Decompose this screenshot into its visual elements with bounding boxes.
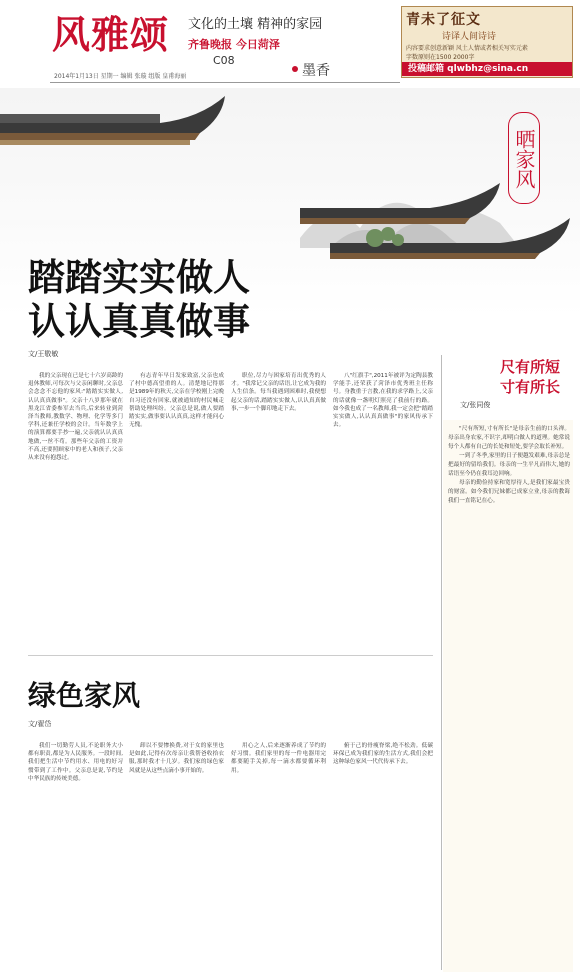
sidebar-paragraph: 一到了冬季,家里的日子便越发艰难,母亲总是把最好的留给我们。母亲的一生平凡而伟大,她的话语至今仍在我耳边回响。 xyxy=(448,453,570,477)
ad-subtitle: 诗译人间诗诗 xyxy=(442,32,497,42)
ad-line: 字数原则在1500 2000字 xyxy=(406,54,475,61)
column-title-text: 晒家风 xyxy=(512,129,536,189)
article-column xyxy=(28,742,123,974)
article-headline xyxy=(28,255,250,343)
article-column xyxy=(129,372,224,650)
article-paragraph: 我们一切勤劳人员,不论职务大小都有职责,都是为人民服务。一段时间,我们把生活中节约用水、用电的好习惯带到了工作中。父亲总是说,节约是中华民族的传统美德。 xyxy=(28,743,123,782)
article-column xyxy=(231,372,326,650)
ad-email-bar xyxy=(402,62,572,76)
article-byline: 文/王敬敏 xyxy=(28,350,59,358)
article-paragraph: 八"红旗手",2011年被评为定陶县教学能手,还荣获了菏泽市优秀班主任称号。身教重于言教,在我的求学路上,父亲的话就像一盏明灯照亮了我前行的路。如今我也成了一名教师,我一定会把"踏踏实实做人,认认真真做事"的家风传承下去。 xyxy=(333,373,433,429)
masthead-title: 风雅颂 xyxy=(52,12,170,57)
article-paragraph: 我的父亲现在已是七十六岁高龄的退休教师,可每次与父亲闲聊时,父亲总会念念不忘他的家风:"踏踏实实做人,认认真真做事"。父亲十八岁那年就在黑龙江省委参军去当兵,后来转业到菏泽当教师,教数学、物理、化学等多门学科,还兼任学校的会计。当年数学上的演算都要手抄一遍,父亲就认认真真地做,一丝不苟。那些年父亲的工资并不高,还要照顾家中的老人和孩子,父亲从来没有抱怨过。 xyxy=(28,373,123,462)
ad-line: 内容要求创意新颖 风土人情或者相关写实元素 xyxy=(406,45,528,52)
section-label: 墨香 xyxy=(302,63,330,79)
headline-line: 踏踏实实做人 xyxy=(28,255,250,299)
edition-meta: 2014年1月13日 星期一 编辑 张璇 组版 皇甫海丽 xyxy=(54,73,187,80)
article-paragraph: 卸以不要惨换费,对于女的家里也是如此,记得有次母亲让我帮爸收拾衣服,那时我才十几岁。我们家的绿色家风就是从这些点滴小事开始的。 xyxy=(129,743,224,774)
page-number: C08 xyxy=(213,54,235,67)
article-paragraph: 有志青年早日发家致富,父亲也成了村中德高望重的人。清楚地记得那是1989年的秋天,父亲在学校刚上完晚自习还没有回家,就被通知的村民喊走帮助处理纠纷。父亲总是说,做人要踏踏实实,做事要认认真真,这样才能问心无愧。 xyxy=(129,373,224,429)
newspaper-name: 齐鲁晚报 今日菏泽 xyxy=(188,38,280,51)
ad-title: 青未了征文 xyxy=(406,12,481,28)
masthead-slogan: 文化的土壤 精神的家园 xyxy=(188,17,323,32)
article-paragraph: 职位,尽力与困家培育出优秀的人才。"我常记父亲的话语,让它成为我的人生信条。每当我遇到困难时,我便想起父亲的话,踏踏实实做人,认认真真做事,一步一个脚印地走下去。 xyxy=(231,373,326,412)
article-headline: 绿色家风 xyxy=(28,679,141,712)
article-byline: 文/翟岱 xyxy=(28,720,52,728)
essay-contest-ad xyxy=(401,6,573,78)
roof-beam xyxy=(330,253,540,259)
sidebar-headline xyxy=(442,357,560,397)
ad-email: 投稿邮箱 qlwbhz@sina.cn xyxy=(408,64,529,74)
section-divider xyxy=(28,655,433,656)
roof-beam xyxy=(300,218,470,224)
column-divider xyxy=(441,355,442,970)
masthead-rule xyxy=(50,82,400,83)
headline-line: 尺有所短 xyxy=(499,358,560,376)
headline-line: 寸有所长 xyxy=(499,378,560,396)
section-dot-icon xyxy=(292,66,298,72)
sidebar-paragraph: 母亲的勤俭持家和宽厚待人,是我们家最宝贵的财富。如今我们兄妹都已成家立业,母亲的教诲我们一直铭记在心。 xyxy=(448,480,570,504)
article-column xyxy=(28,372,123,650)
sidebar-paragraph: "尺有所短,寸有所长"是母亲生前的口头禅。母亲出身农家,不识字,却明白做人的道理。她常说每个人都有自己的长处和短处,要学会取长补短。 xyxy=(448,426,570,450)
article-column xyxy=(231,742,326,974)
sidebar-column xyxy=(448,425,570,970)
article-column xyxy=(333,372,433,650)
article-paragraph: 俯于己的骨瘦脊梁,绝不松劲。低碳环保已成为我们家的生活方式,我们会把这种绿色家风一代代传承下去。 xyxy=(333,743,433,766)
column-title xyxy=(508,112,540,204)
sidebar-byline: 文/张同俊 xyxy=(460,401,491,409)
article-column xyxy=(129,742,224,974)
article-paragraph: 用心之人,后来逐渐养成了节约的好习惯。我们家里的每一件电器用完都要随手关掉,每一滴水都要循环利用。 xyxy=(231,743,326,774)
roof-beam xyxy=(0,133,200,140)
headline-line: 认认真真做事 xyxy=(28,299,250,343)
article-column xyxy=(333,742,433,974)
